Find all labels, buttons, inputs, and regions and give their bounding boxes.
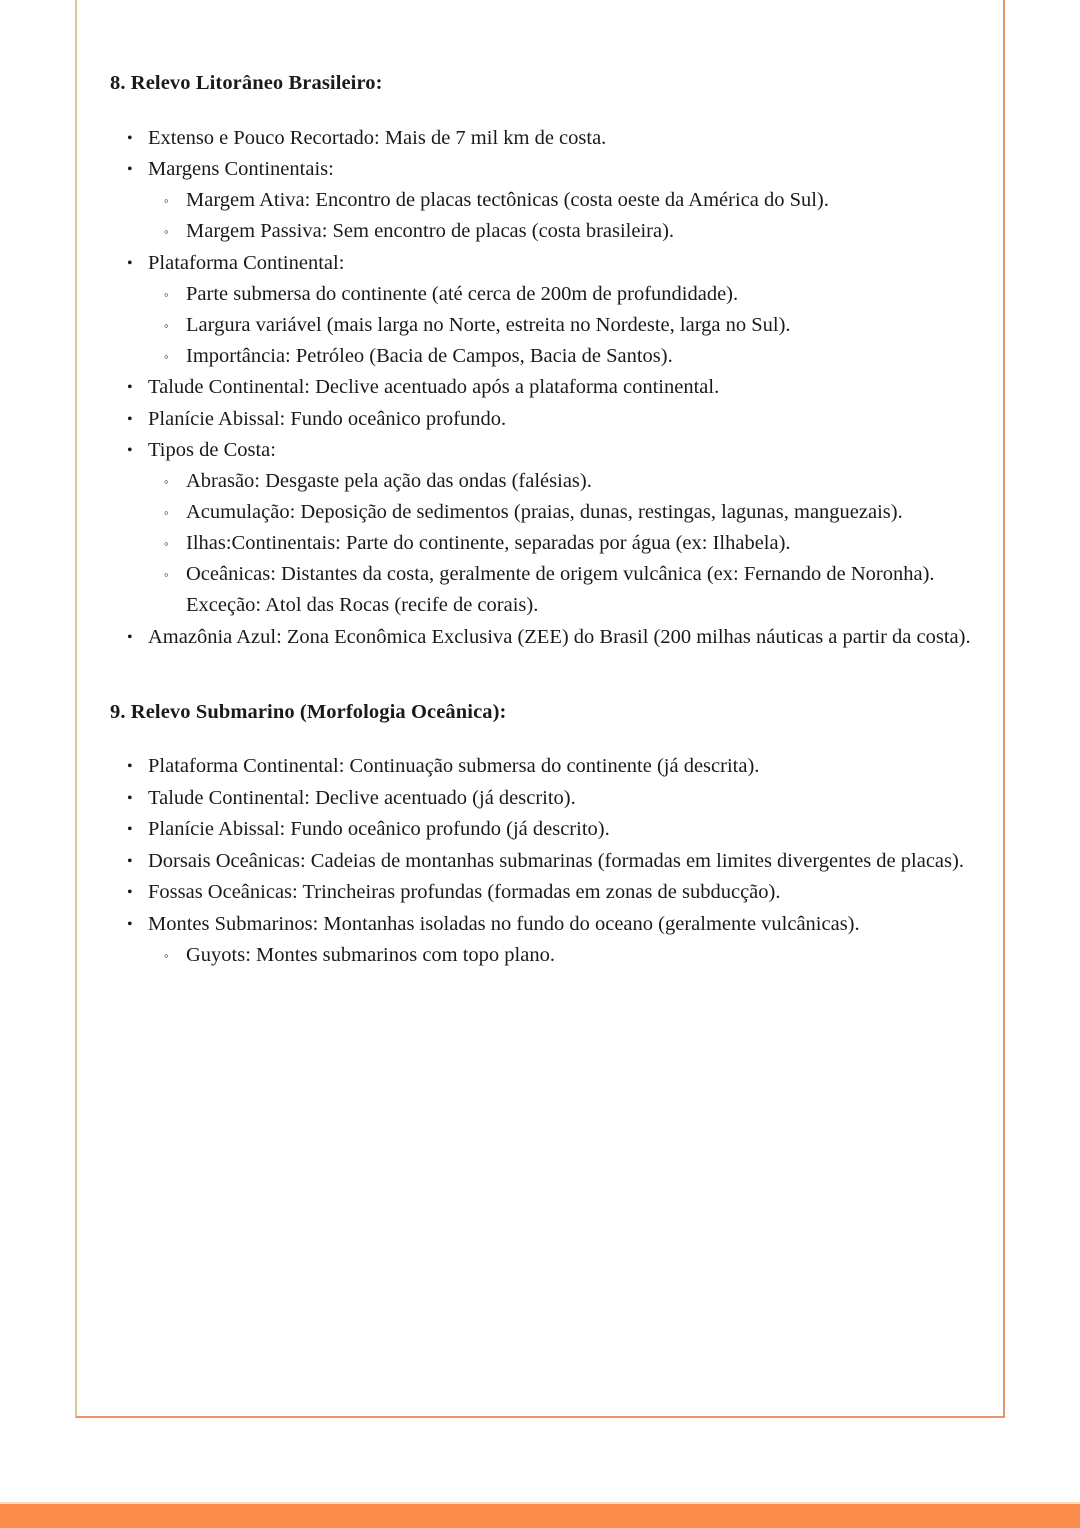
sub-list-item-text: Margem Passiva: Sem encontro de placas (costa brasileira). xyxy=(186,220,675,243)
list-item-text: Dorsais Oceânicas: Cadeias de montanhas submarinas (formadas em limites divergentes de placas). xyxy=(148,849,964,872)
bullet-point-icon: • xyxy=(127,379,133,397)
hollow-bullet-point-icon: ◦ xyxy=(164,505,169,521)
hollow-bullet-point-icon: ◦ xyxy=(164,224,169,240)
sub-list-item-text: Margem Ativa: Encontro de placas tectônicas (costa oeste da América do Sul). xyxy=(186,189,829,212)
list-item xyxy=(110,877,978,908)
list-item xyxy=(110,909,978,971)
bullet-point-icon: • xyxy=(127,789,133,807)
sub-list-item xyxy=(148,528,978,559)
bullet-point-icon: • xyxy=(127,254,133,272)
list-item xyxy=(110,814,978,845)
list-item-text: Planície Abissal: Fundo oceânico profundo. xyxy=(148,407,507,430)
list-item xyxy=(110,622,978,653)
hollow-bullet-point-icon: ◦ xyxy=(164,317,169,333)
sub-list-item xyxy=(148,940,978,971)
list-item-text: Amazônia Azul: Zona Econômica Exclusiva (ZEE) do Brasil (200 milhas náuticas a partir da costa). xyxy=(148,625,971,648)
bullet-point-icon: • xyxy=(127,758,133,776)
list-item xyxy=(110,783,978,814)
list-item xyxy=(110,846,978,877)
hollow-bullet-point-icon: ◦ xyxy=(164,536,169,552)
sub-list-item xyxy=(148,466,978,497)
sub-list-item-text: Oceânicas: Distantes da costa, geralmente de origem vulcânica (ex: Fernando de Noronha). Exceção: Atol das Rocas (recife de corais). xyxy=(186,563,935,617)
list-item-text: Tipos de Costa: xyxy=(148,439,276,462)
sub-list-item-text: Acumulação: Deposição de sedimentos (praias, dunas, restingas, lagunas, manguezais). xyxy=(186,501,903,524)
list-item xyxy=(110,435,978,621)
sub-list-item xyxy=(148,216,978,247)
list-item-text: Extenso e Pouco Recortado: Mais de 7 mil km de costa. xyxy=(148,126,607,149)
hollow-bullet-point-icon: ◦ xyxy=(164,348,169,364)
bullet-point-icon: • xyxy=(127,442,133,460)
footer-accent-bar xyxy=(0,1504,1080,1528)
hollow-bullet-point-icon: ◦ xyxy=(164,567,169,583)
bullet-point-icon: • xyxy=(127,161,133,179)
sub-bullet-list xyxy=(148,466,978,621)
bullet-point-icon: • xyxy=(127,915,133,933)
bullet-point-icon: • xyxy=(127,129,133,147)
list-item-text: Talude Continental: Declive acentuado (já descrito). xyxy=(148,786,576,809)
page-frame xyxy=(75,0,1005,1418)
sub-list-item-text: Abrasão: Desgaste pela ação das ondas (falésias). xyxy=(186,470,592,493)
sub-list-item-text: Ilhas:Continentais: Parte do continente, separadas por água (ex: Ilhabela). xyxy=(186,532,791,555)
list-item-text: Talude Continental: Declive acentuado após a plataforma continental. xyxy=(148,376,720,399)
sub-bullet-list xyxy=(148,940,978,971)
sub-list-item xyxy=(148,559,978,621)
sub-list-item xyxy=(148,497,978,528)
bullet-list xyxy=(110,751,978,971)
list-item-text: Planície Abissal: Fundo oceânico profundo (já descrito). xyxy=(148,818,610,841)
list-item-text: Plataforma Continental: xyxy=(148,251,345,274)
list-item-text: Fossas Oceânicas: Trincheiras profundas (formadas em zonas de subducção). xyxy=(148,881,781,904)
list-item xyxy=(110,372,978,403)
section-heading: 9. Relevo Submarino (Morfologia Oceânica): xyxy=(110,700,507,723)
list-item xyxy=(110,751,978,782)
sub-list-item-text: Largura variável (mais larga no Norte, estreita no Nordeste, larga no Sul). xyxy=(186,313,791,336)
bullet-list xyxy=(110,123,978,653)
sub-list-item xyxy=(148,279,978,310)
bullet-point-icon: • xyxy=(127,628,133,646)
sub-list-item xyxy=(148,185,978,216)
bullet-point-icon: • xyxy=(127,821,133,839)
list-item xyxy=(110,123,978,154)
hollow-bullet-point-icon: ◦ xyxy=(164,474,169,490)
hollow-bullet-point-icon: ◦ xyxy=(164,286,169,302)
section-heading: 8. Relevo Litorâneo Brasileiro: xyxy=(110,72,383,94)
sub-list-item-text: Guyots: Montes submarinos com topo plano. xyxy=(186,943,555,966)
bullet-point-icon: • xyxy=(127,410,133,428)
list-item-text: Margens Continentais: xyxy=(148,158,334,181)
bullet-point-icon: • xyxy=(127,852,133,870)
list-item-text: Plataforma Continental: Continuação submersa do continente (já descrita). xyxy=(148,755,760,778)
sub-list-item xyxy=(148,310,978,341)
document-content xyxy=(110,70,978,971)
bullet-point-icon: • xyxy=(127,884,133,902)
list-item-text: Montes Submarinos: Montanhas isoladas no fundo do oceano (geralmente vulcânicas). xyxy=(148,912,860,935)
list-item xyxy=(110,404,978,435)
sub-list-item-text: Parte submersa do continente (até cerca de 200m de profundidade). xyxy=(186,282,739,305)
hollow-bullet-point-icon: ◦ xyxy=(164,947,169,963)
sub-bullet-list xyxy=(148,279,978,372)
sub-list-item-text: Importância: Petróleo (Bacia de Campos, Bacia de Santos). xyxy=(186,344,673,367)
hollow-bullet-point-icon: ◦ xyxy=(164,193,169,209)
sub-bullet-list xyxy=(148,185,978,247)
list-item xyxy=(110,154,978,247)
list-item xyxy=(110,248,978,372)
sub-list-item xyxy=(148,341,978,372)
